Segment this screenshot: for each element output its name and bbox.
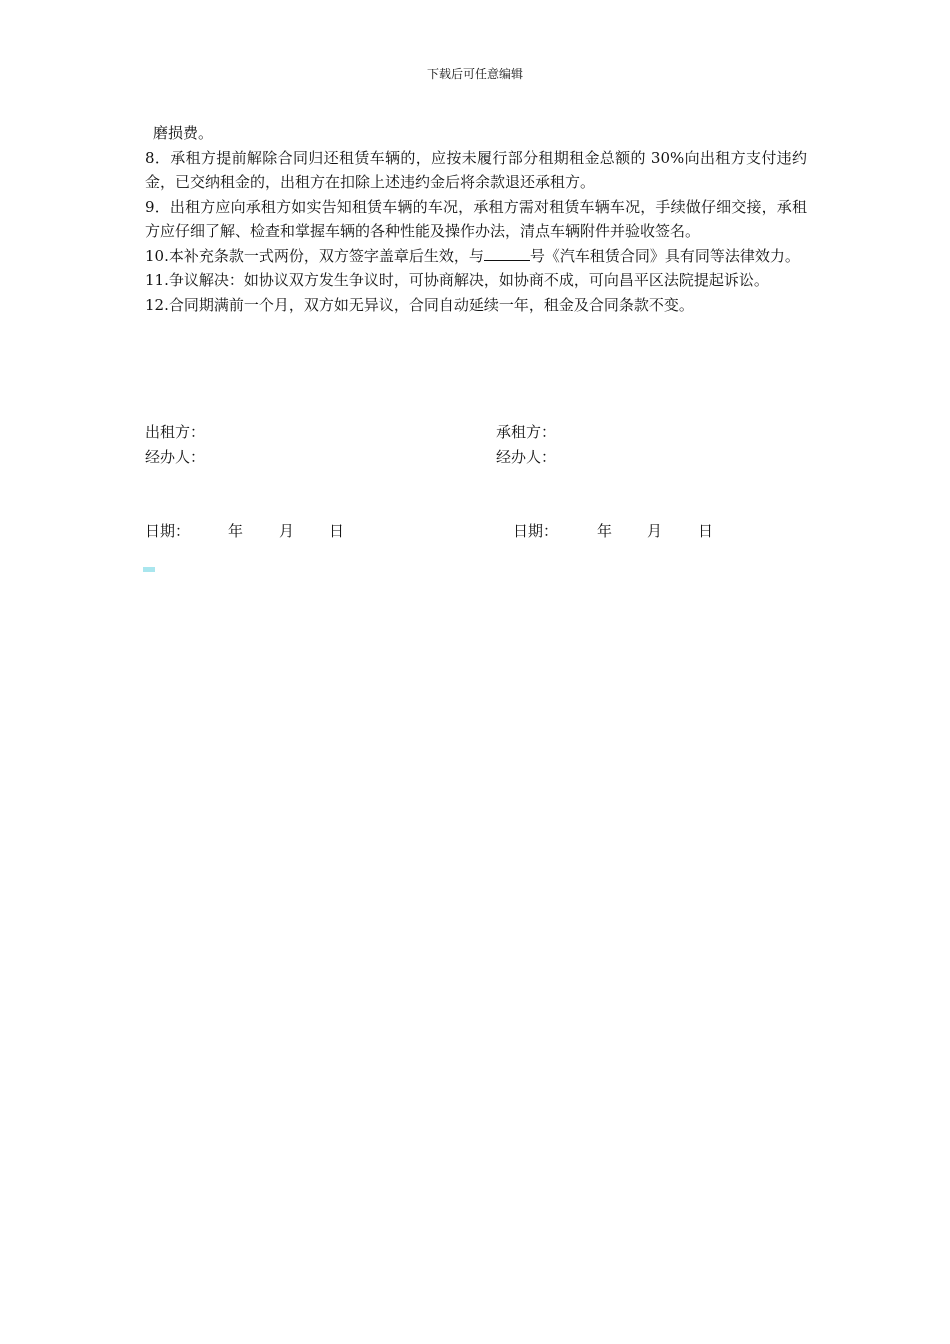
date-year: 年 (228, 522, 244, 540)
date-month: 月 (279, 522, 295, 540)
clause-10-text-before: 10.本补充条款一式两份，双方签字盖章后生效，与 (145, 246, 484, 265)
date-year: 年 (597, 522, 613, 540)
page-header: 下载后可任意编辑 (426, 67, 523, 81)
lessee-label: 承租方： (496, 423, 557, 441)
clause-11: 11.争议解决：如协议双方发生争议时，可协商解决，如协商不成，可向昌平区法院提起诉讼。 (145, 271, 769, 289)
lessee-agent-label: 经办人： (496, 448, 557, 466)
clause-10 (145, 244, 807, 269)
contract-body (145, 121, 807, 317)
clause-12: 12.合同期满前一个月，双方如无异议，合同自动延续一年，租金及合同条款不变。 (145, 295, 694, 314)
lessor-label: 出租方： (145, 423, 206, 441)
clause-10-text-after: 号《汽车租赁合同》具有同等法律效力。 (529, 246, 800, 265)
date-day: 日 (698, 522, 714, 540)
cursor-marker (143, 567, 155, 572)
clause-9: 9．出租方应向承租方如实告知租赁车辆的车况，承租方需对租赁车辆车况，手续做仔细交接，承租方应仔细了解、检查和掌握车辆的各种性能及操作办法，清点车辆附件并验收签名。 (145, 197, 807, 240)
date-label: 日期： (513, 522, 559, 540)
clause-8: 8．承租方提前解除合同归还租赁车辆的，应按未履行部分租期租金总额的 30%向出租方支付违约金，已交纳租金的，出租方在扣除上述违约金后将余款退还承租方。 (145, 148, 807, 191)
date-month: 月 (647, 522, 663, 540)
continued-line: 磨损费。 (153, 124, 214, 142)
contract-number-blank (484, 246, 530, 261)
date-day: 日 (329, 522, 345, 540)
lessor-agent-label: 经办人： (145, 448, 206, 466)
date-label: 日期： (145, 522, 191, 540)
